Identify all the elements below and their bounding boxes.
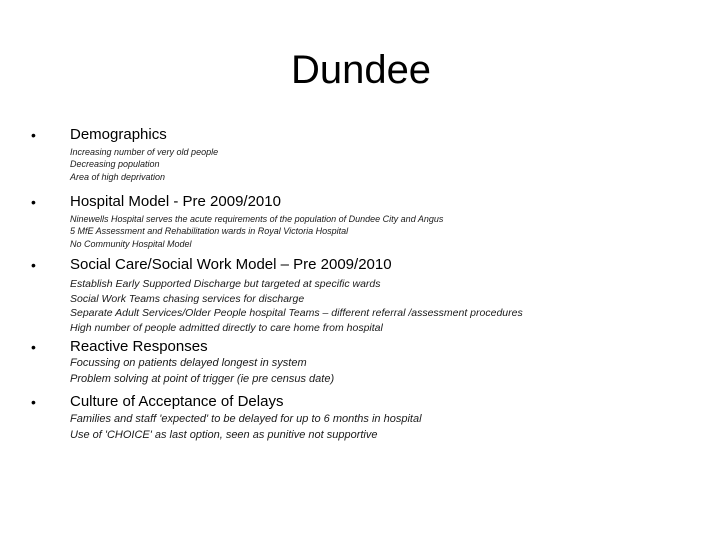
sub-list bbox=[70, 356, 334, 387]
slide-title-text: Dundee bbox=[290, 48, 432, 92]
slide-title bbox=[0, 44, 720, 96]
sub-list bbox=[70, 213, 443, 250]
bullet-icon: • bbox=[31, 127, 36, 143]
section-heading: Culture of Acceptance of Delays bbox=[70, 393, 284, 410]
list-item: Social Work Teams chasing services for discharge bbox=[70, 292, 305, 305]
list-item: Area of high deprivation bbox=[70, 171, 166, 182]
list-item: Focussing on patients delayed longest in system bbox=[70, 357, 307, 369]
list-item: High number of people admitted directly to care home from hospital bbox=[70, 321, 383, 334]
section-heading: Hospital Model - Pre 2009/2010 bbox=[70, 193, 281, 210]
list-item: Establish Early Supported Discharge but targeted at specific wards bbox=[70, 278, 381, 290]
list-item: Problem solving at point of trigger (ie pre census date) bbox=[70, 372, 335, 385]
list-item: Decreasing population bbox=[70, 159, 160, 170]
list-item: No Community Hospital Model bbox=[70, 238, 192, 249]
list-item: 5 MfE Assessment and Rehabilitation wards in Royal Victoria Hospital bbox=[70, 226, 349, 237]
bullet-icon: • bbox=[31, 257, 36, 273]
sub-list bbox=[70, 412, 422, 443]
bullet-icon: • bbox=[31, 394, 36, 410]
bullet-icon: • bbox=[31, 339, 36, 355]
list-item: Use of 'CHOICE' as last option, seen as punitive not supportive bbox=[70, 428, 378, 441]
sub-list bbox=[70, 277, 523, 335]
list-item: Ninewells Hospital serves the acute requirements of the population of Dundee City and Angus bbox=[70, 214, 444, 224]
section-heading: Demographics bbox=[70, 126, 167, 143]
section-heading: Social Care/Social Work Model – Pre 2009/2010 bbox=[70, 256, 392, 273]
list-item: Families and staff 'expected' to be delayed for up to 6 months in hospital bbox=[70, 413, 422, 425]
list-item: Increasing number of very old people bbox=[70, 147, 219, 157]
bullet-icon: • bbox=[31, 194, 36, 210]
sub-list bbox=[70, 146, 218, 183]
section-heading: Reactive Responses bbox=[70, 338, 208, 355]
list-item: Separate Adult Services/Older People hospital Teams – different referral /assessment procedures bbox=[70, 307, 523, 319]
